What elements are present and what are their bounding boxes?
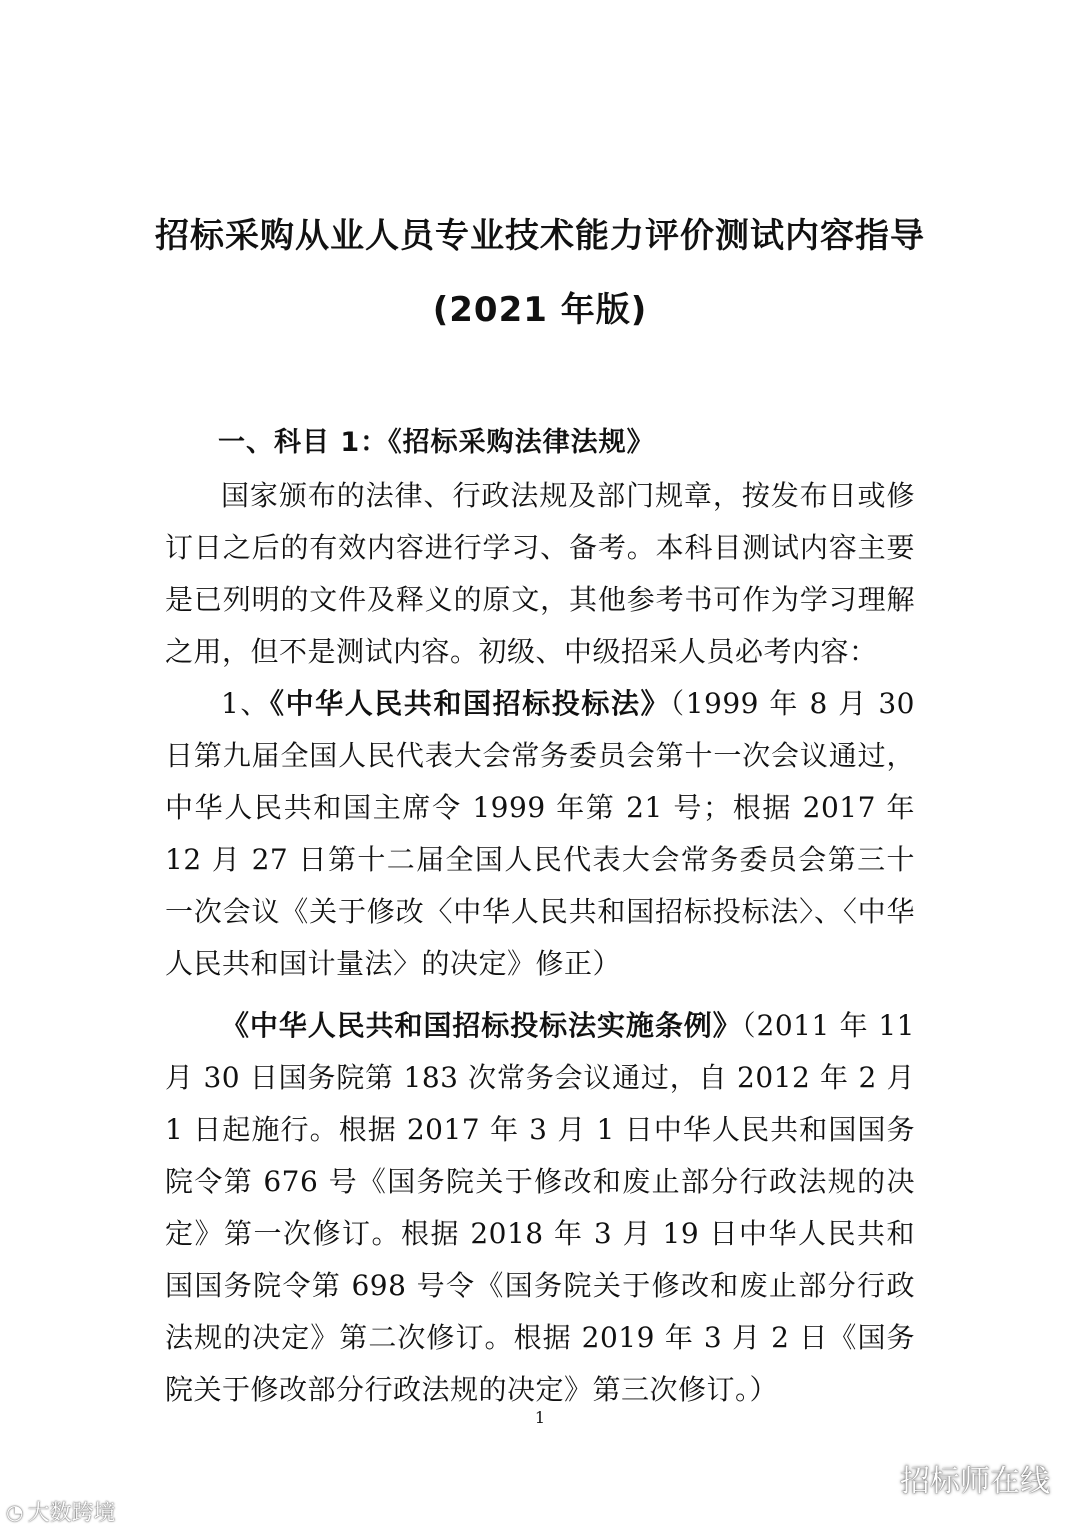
section-heading: 一、科目 1：《招标采购法律法规》 xyxy=(218,427,655,458)
wechat-icon xyxy=(860,1463,894,1493)
item-1-paragraph xyxy=(165,678,915,990)
document-title: 招标采购从业人员专业技术能力评价测试内容指导 xyxy=(155,216,925,256)
item-1-prefix: 1、 xyxy=(221,687,270,720)
watermark-right-text: 招标师在线 xyxy=(900,1464,1050,1499)
watermark-left xyxy=(6,1496,115,1527)
item-2-law-title: 《中华人民共和国招标投标法实施条例》 xyxy=(221,1009,742,1042)
document-subtitle: (2021 年版) xyxy=(432,290,648,330)
item-2-details: （2011 年 11 月 30 日国务院第 183 次常务会议通过，自 2012 年 2 月 1 日起施行。根据 2017 年 3 月 1 日中华人民共和国国务院令第 676 号《国务院关于修改和废止部分行政法规的决定》第一次修订。根据 2018 年 3 月 19 日中华人民共和国国务院令第 698 号令《国务院关于修改和废止部分行政法规的决定》第二次修订。根据 2019 年 3 月 2 日《国务院关于修改部分行政法规的决定》第三次修订。） xyxy=(165,1009,915,1406)
watermark-right xyxy=(860,1456,1050,1500)
item-1-details: （1999 年 8 月 30 日第九届全国人民代表大会常务委员会第十一次会议通过，中华人民共和国主席令 1999 年第 21 号；根据 2017 年 12 月 27 日第十二届全国人民代表大会常务委员会第三十一次会议《关于修改〈中华人民共和国招标投标法〉、〈中华人民共和国计量法〉的决定》修正） xyxy=(165,687,915,980)
watermark-left-text: 大数跨境 xyxy=(27,1501,116,1526)
item-2-paragraph xyxy=(165,1000,915,1416)
weibo-icon: ◔ xyxy=(6,1499,24,1524)
item-1-law-title: 《中华人民共和国招标投标法》 xyxy=(269,687,671,720)
intro-text: 国家颁布的法律、行政法规及部门规章，按发布日或修订日之后的有效内容进行学习、备考。本科目测试内容主要是已列明的文件及释义的原文，其他参考书可作为学习理解之用，但不是测试内容。初级、中级招采人员必考内容： xyxy=(165,479,915,668)
page-number: 1 xyxy=(534,1408,546,1427)
intro-paragraph xyxy=(165,470,915,678)
